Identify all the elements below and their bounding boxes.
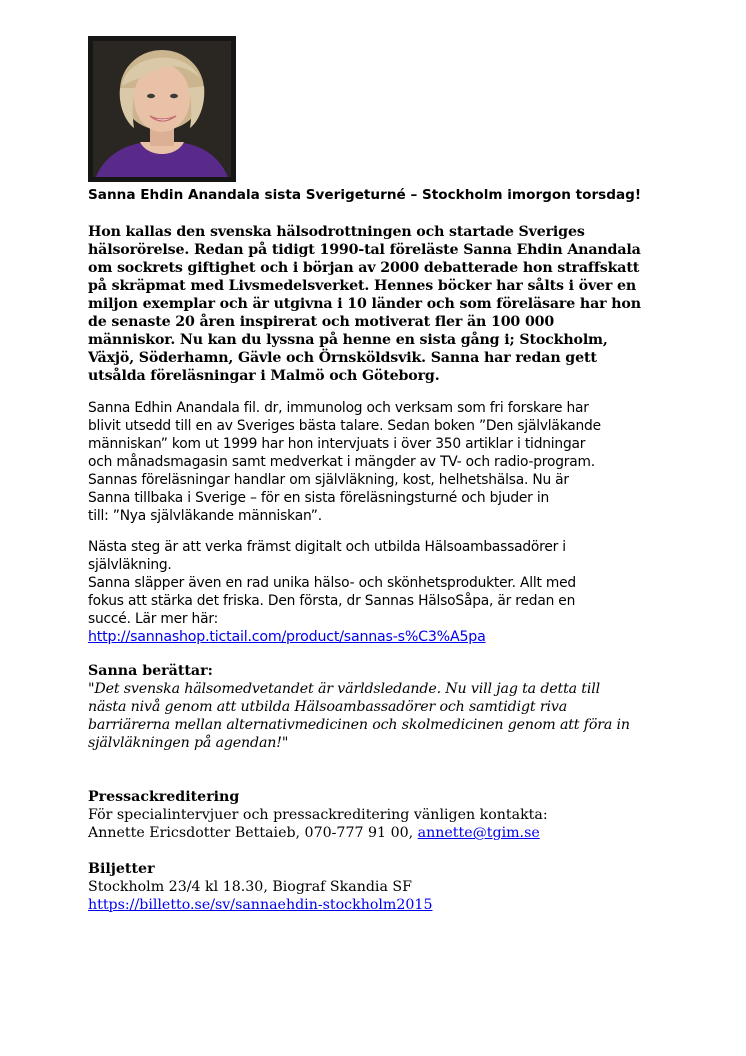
shop-link[interactable]: http://sannashop.tictail.com/product/sannas-s%C3%A5pa	[88, 629, 486, 645]
quote-section-title: Sanna berättar:	[88, 663, 213, 679]
press-section-title: Pressackreditering	[88, 789, 240, 805]
next-line: Sanna släpper även en rad unika hälso- och skönhetsprodukter. Allt med	[88, 575, 576, 591]
lead-line: miljon exemplar och är utgivna i 10 länder och som föreläsare har hon	[88, 296, 641, 312]
quote-line: "Det svenska hälsomedvetandet är världsledande. Nu vill jag ta detta till	[88, 681, 601, 697]
press-email-link[interactable]: annette@tgim.se	[417, 825, 540, 841]
portrait-illustration	[88, 36, 236, 182]
bio-line: Sannas föreläsningar handlar om självläkning, kost, helhetshälsa. Nu är	[88, 472, 569, 488]
lead-line: hälsorörelse. Redan på tidigt 1990-tal föreläste Sanna Ehdin Anandala	[88, 242, 641, 258]
press-line: För specialintervjuer och pressackreditering vänligen kontakta:	[88, 807, 548, 823]
headline: Sanna Ehdin Anandala sista Sverigeturné – Stockholm imorgon torsdag!	[88, 187, 642, 203]
next-line: Nästa steg är att verka främst digitalt och utbilda Hälsoambassadörer i	[88, 539, 566, 555]
quote-line: barriärerna mellan alternativmedicinen och skolmedicinen genom att föra in	[88, 717, 630, 733]
quote-text	[88, 680, 668, 752]
bio-line: människan” kom ut 1999 har hon intervjuats i över 350 artiklar i tidningar	[88, 436, 586, 452]
lead-line: de senaste 20 åren inspirerat och motiverat fler än 100 000	[88, 314, 555, 330]
next-steps-paragraph	[88, 538, 668, 646]
bio-line: till: ”Nya självläkande människan”.	[88, 508, 322, 524]
tickets-section	[88, 860, 668, 914]
bio-line: Sanna tillbaka i Sverige – för en sista föreläsningsturné och bjuder in	[88, 490, 550, 506]
next-line: succé. Lär mer här:	[88, 611, 219, 627]
press-release	[88, 36, 668, 914]
quote-line: nästa nivå genom att utbilda Hälsoambassadörer och samtidigt riva	[88, 699, 568, 715]
tickets-link[interactable]: https://billetto.se/sv/sannaehdin-stockholm2015	[88, 897, 433, 913]
bio-line: Sanna Edhin Anandala fil. dr, immunolog och verksam som fri forskare har	[88, 400, 589, 416]
lead-line: Hon kallas den svenska hälsodrottningen och startade Sveriges	[88, 224, 585, 240]
lead-line: människor. Nu kan du lyssna på henne en sista gång i; Stockholm,	[88, 332, 608, 348]
lead-paragraph	[88, 223, 668, 385]
tickets-section-title: Biljetter	[88, 861, 155, 877]
quote-section	[88, 662, 668, 752]
press-contact-text: Annette Ericsdotter Bettaieb, 070-777 91 00,	[88, 825, 418, 841]
portrait-photo	[88, 36, 236, 182]
lead-line: på skräpmat med Livsmedelsverket. Hennes böcker har sålts i över en	[88, 278, 637, 294]
press-section	[88, 788, 668, 842]
bio-line: och månadsmagasin samt medverkat i mängder av TV- och radio-program.	[88, 454, 595, 470]
lead-line: om sockrets giftighet och i början av 2000 debatterade hon straffskatt	[88, 260, 640, 276]
press-contact	[88, 824, 668, 842]
lead-line: utsålda föreläsningar i Malmö och Göteborg.	[88, 368, 440, 384]
next-line: fokus att stärka det friska. Den första, dr Sannas HälsoSåpa, är redan en	[88, 593, 576, 609]
lead-line: Växjö, Söderhamn, Gävle och Örnsköldsvik. Sanna har redan gett	[88, 350, 597, 366]
tickets-line: Stockholm 23/4 kl 18.30, Biograf Skandia SF	[88, 879, 412, 895]
quote-line: självläkningen på agendan!"	[88, 735, 289, 751]
bio-line: blivit utsedd till en av Sveriges bästa talare. Sedan boken ”Den självläkande	[88, 418, 601, 434]
next-line: självläkning.	[88, 557, 172, 573]
bio-paragraph	[88, 399, 668, 525]
